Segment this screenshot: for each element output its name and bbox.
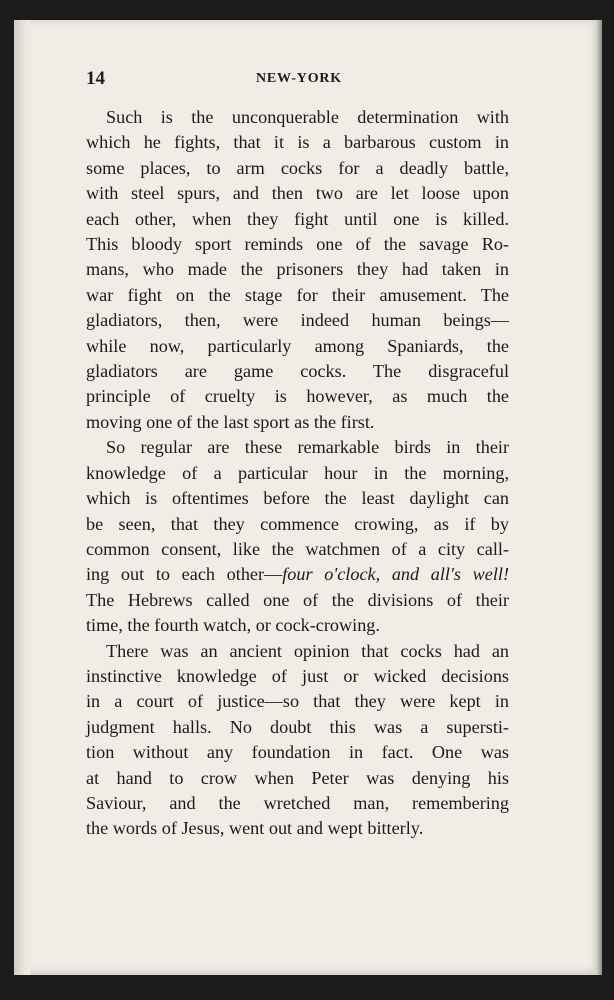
text-line: judgment halls. No doubt this was a supersti-	[86, 716, 509, 737]
body-text	[86, 105, 509, 842]
running-title: NEW-YORK	[256, 71, 342, 86]
text-line: which he fights, that it is a barbarous custom in	[86, 132, 509, 153]
text-line: So regular are these remarkable birds in their	[106, 437, 509, 458]
text-line: with steel spurs, and then two are let loose upon	[86, 183, 509, 204]
text-line: be seen, that they commence crowing, as if by	[86, 513, 509, 534]
text-line: common consent, like the watchmen of a city call-	[86, 538, 509, 559]
text-line: mans, who made the prisoners they had taken in	[86, 259, 509, 280]
text-line: tion without any foundation in fact. One was	[86, 742, 509, 763]
text-line: This bloody sport reminds one of the savage Ro-	[86, 234, 509, 255]
italic-quote: four o'clock, and all's well!	[282, 564, 509, 585]
page-number: 14	[86, 68, 105, 89]
text-line: which is oftentimes before the least daylight can	[86, 488, 509, 509]
text-line: Such is the unconquerable determination with	[106, 107, 509, 127]
text-line: knowledge of a particular hour in the morning,	[86, 462, 509, 483]
text-line: while now, particularly among Spaniards, the	[86, 335, 509, 356]
page-edge-shadow	[592, 20, 602, 975]
text-line: in a court of justice—so that they were kept in	[86, 691, 509, 712]
paragraph-2	[86, 435, 509, 638]
paragraph-3	[86, 639, 509, 842]
text-line: gladiators, then, were indeed human beings—	[86, 310, 509, 331]
text-line: instinctive knowledge of just or wicked decisions	[86, 665, 509, 686]
text-line: time, the fourth watch, or cock-crowing.	[86, 615, 380, 636]
running-header	[86, 68, 516, 92]
text-line: There was an ancient opinion that cocks had an	[106, 640, 509, 661]
text-line: moving one of the last sport as the first.	[86, 411, 375, 432]
text-segment: ing out to each other—	[86, 564, 283, 585]
text-line: each other, when they fight until one is killed.	[86, 208, 509, 229]
text-line-with-italic	[86, 562, 509, 587]
paragraph-1	[86, 105, 509, 435]
text-line: gladiators are game cocks. The disgraceful	[86, 361, 509, 382]
text-line: principle of cruelty is however, as much the	[86, 386, 509, 407]
text-line: Saviour, and the wretched man, remembering	[86, 792, 509, 813]
text-line: war fight on the stage for their amusement. The	[86, 284, 509, 305]
text-line: the words of Jesus, went out and wept bitterly.	[86, 818, 424, 839]
text-line: at hand to crow when Peter was denying his	[86, 767, 509, 788]
text-line: The Hebrews called one of the divisions of their	[86, 589, 509, 610]
page-gutter	[14, 20, 30, 975]
text-line: some places, to arm cocks for a deadly battle,	[86, 157, 509, 178]
